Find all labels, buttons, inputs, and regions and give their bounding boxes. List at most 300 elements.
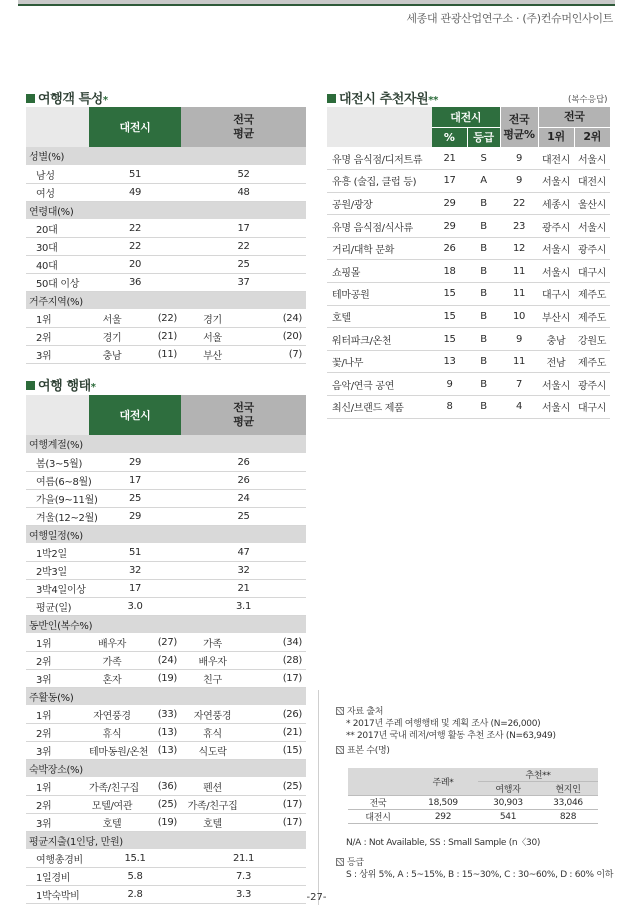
daejeon-pct: (36) <box>135 777 181 795</box>
rank-label: 3위 <box>26 741 89 759</box>
national-avg-pct: 23 <box>500 215 538 238</box>
recommend-body <box>327 147 610 418</box>
behavior-table <box>26 395 306 904</box>
rank-label: 1위 <box>26 777 89 795</box>
national-pct: (28) <box>244 651 306 669</box>
sample-local: 33,046 <box>538 796 598 810</box>
national-avg-pct: 9 <box>500 170 538 193</box>
sample-header-1 <box>348 768 598 782</box>
table-row <box>26 561 306 579</box>
national-item: 휴식 <box>181 723 244 741</box>
profile-table <box>26 107 306 364</box>
national-value: 3.3 <box>181 885 306 903</box>
source-heading <box>336 706 556 718</box>
daejeon-grade: S <box>467 147 500 170</box>
category-label: 여행일정(%) <box>26 525 306 543</box>
row-label: 여성 <box>26 183 89 201</box>
national-value: 24 <box>181 489 306 507</box>
profile-title-text: 여행객 특성 <box>38 92 103 107</box>
source-block <box>336 706 556 757</box>
row-label: 봄(3~5월) <box>26 453 89 471</box>
national-value: 17 <box>181 219 306 237</box>
hatch-icon <box>336 746 344 754</box>
col-national-2: 평균 <box>233 415 254 428</box>
national-rank-1: 광주시 <box>538 215 574 238</box>
national-rank-1: 서울시 <box>538 373 574 396</box>
col-daejeon: 대전시 <box>89 395 181 435</box>
daejeon-grade: B <box>467 328 500 351</box>
row-label: 1박2일 <box>26 543 89 561</box>
grade-heading <box>336 857 613 869</box>
national-value: 21 <box>181 579 306 597</box>
national-rank-1: 서울시 <box>538 260 574 283</box>
table-row <box>26 669 306 687</box>
national-item: 부산 <box>181 345 244 363</box>
row-label: 30대 <box>26 237 89 255</box>
behavior-title-text: 여행 행태 <box>38 379 91 394</box>
col-rank-1: 1위 <box>538 127 574 147</box>
daejeon-pct: 17 <box>432 170 467 193</box>
square-bullet-icon <box>26 381 35 390</box>
sample-traveler: 541 <box>478 810 538 824</box>
national-item: 호텔 <box>181 813 244 831</box>
resource-label: 호텔 <box>327 305 432 328</box>
header-blank <box>26 107 89 147</box>
table-row <box>26 345 306 363</box>
daejeon-value: 3.0 <box>89 597 181 615</box>
row-label: 남성 <box>26 165 89 183</box>
daejeon-grade: B <box>467 260 500 283</box>
daejeon-item: 혼자 <box>89 669 135 687</box>
row-label: 50대 이상 <box>26 273 89 291</box>
sample-local: 828 <box>538 810 598 824</box>
category-row <box>26 687 306 705</box>
category-label: 여행계절(%) <box>26 435 306 453</box>
national-item: 서울 <box>181 327 244 345</box>
daejeon-item: 테마동원/온천 <box>89 741 135 759</box>
grade-text: S : 상위 5%, A : 5~15%, B : 15~30%, C : 30~60%, D : 60% 이하 <box>346 870 614 880</box>
table-row <box>327 192 610 215</box>
daejeon-pct: (13) <box>135 741 181 759</box>
national-rank-2: 제주도 <box>574 283 610 306</box>
national-rank-2: 대전시 <box>574 170 610 193</box>
source-1: * 2017년 주례 여행행태 및 계획 조사 (N=26,000) <box>346 719 541 729</box>
category-label: 연령대(%) <box>26 201 306 219</box>
table-row <box>327 170 610 193</box>
daejeon-item: 모텔/여관 <box>89 795 135 813</box>
category-row <box>26 525 306 543</box>
national-item: 자연풍경 <box>181 705 244 723</box>
national-value: 47 <box>181 543 306 561</box>
row-label: 40대 <box>26 255 89 273</box>
national-value: 52 <box>181 165 306 183</box>
daejeon-item: 서울 <box>89 309 135 327</box>
national-avg-pct: 7 <box>500 373 538 396</box>
daejeon-grade: B <box>467 396 500 419</box>
daejeon-value: 29 <box>89 453 181 471</box>
national-rank-1: 서울시 <box>538 237 574 260</box>
daejeon-pct: 13 <box>432 350 467 373</box>
category-label: 성별(%) <box>26 147 306 165</box>
sample-col-traveler: 여행자 <box>478 782 538 796</box>
resource-label: 유명 음식점/식사류 <box>327 215 432 238</box>
behavior-body <box>26 435 306 903</box>
national-rank-1: 세종시 <box>538 192 574 215</box>
top-rule <box>18 0 615 4</box>
rank-label: 1위 <box>26 705 89 723</box>
category-row <box>26 759 306 777</box>
national-item: 경기 <box>181 309 244 327</box>
table-row <box>26 795 306 813</box>
national-pct: (17) <box>244 669 306 687</box>
national-rank-2: 제주도 <box>574 305 610 328</box>
row-label: 1박숙박비 <box>26 885 89 903</box>
daejeon-value: 2.8 <box>89 885 181 903</box>
recommend-title-text: 대전시 추천자원 <box>339 92 429 107</box>
national-value: 25 <box>181 255 306 273</box>
table-row <box>327 305 610 328</box>
grade-block <box>336 857 613 881</box>
national-rank-1: 대구시 <box>538 283 574 306</box>
profile-title <box>26 88 108 107</box>
daejeon-value: 49 <box>89 183 181 201</box>
resource-label: 유흥 (술집, 클럽 등) <box>327 170 432 193</box>
table-row <box>26 705 306 723</box>
national-avg-pct: 11 <box>500 350 538 373</box>
header-blank <box>327 107 432 147</box>
national-value: 21.1 <box>181 849 306 867</box>
row-label: 겨울(12~2월) <box>26 507 89 525</box>
notes-divider <box>318 690 319 905</box>
col-national-1: 전국 <box>233 401 254 414</box>
table-row <box>26 849 306 867</box>
row-label: 20대 <box>26 219 89 237</box>
daejeon-grade: B <box>467 192 500 215</box>
daejeon-value: 17 <box>89 471 181 489</box>
daejeon-value: 22 <box>89 219 181 237</box>
national-rank-2: 광주시 <box>574 373 610 396</box>
recommend-header-row-1 <box>327 107 610 127</box>
grade-title: 등급 <box>347 858 364 868</box>
daejeon-pct: (33) <box>135 705 181 723</box>
national-rank-2: 서울시 <box>574 147 610 170</box>
daejeon-pct: (24) <box>135 651 181 669</box>
table-row <box>26 273 306 291</box>
table-row <box>327 396 610 419</box>
table-row <box>26 651 306 669</box>
national-rank-1: 서울시 <box>538 396 574 419</box>
resource-label: 유명 음식점/디저트류 <box>327 147 432 170</box>
national-avg-pct: 22 <box>500 192 538 215</box>
profile-body <box>26 147 306 363</box>
table-row <box>26 579 306 597</box>
table-row <box>26 471 306 489</box>
sample-traveler: 30,903 <box>478 796 538 810</box>
hatch-icon <box>336 858 344 866</box>
national-rank-1: 부산시 <box>538 305 574 328</box>
daejeon-item: 가족 <box>89 651 135 669</box>
national-rank-1: 대전시 <box>538 147 574 170</box>
rank-label: 3위 <box>26 813 89 831</box>
sample-weekly: 18,509 <box>408 796 478 810</box>
national-pct: (15) <box>244 741 306 759</box>
col-nat-avg-2: 평균% <box>503 127 535 141</box>
national-item: 배우자 <box>181 651 244 669</box>
resource-label: 거리/대학 문화 <box>327 237 432 260</box>
sample-col-weekly: 주례* <box>408 768 478 796</box>
national-value: 7.3 <box>181 867 306 885</box>
daejeon-value: 15.1 <box>89 849 181 867</box>
table-row <box>26 813 306 831</box>
row-label: 2박3일 <box>26 561 89 579</box>
table-row <box>327 147 610 170</box>
sample-region: 전국 <box>348 796 408 810</box>
category-label: 주활동(%) <box>26 687 306 705</box>
daejeon-value: 17 <box>89 579 181 597</box>
daejeon-value: 5.8 <box>89 867 181 885</box>
behavior-title-mark: * <box>90 382 96 393</box>
table-row <box>327 350 610 373</box>
col-national-avg <box>181 107 306 147</box>
daejeon-grade: B <box>467 215 500 238</box>
sample-heading <box>336 745 556 757</box>
daejeon-pct: 26 <box>432 237 467 260</box>
header-text: 세종대 관광산업연구소 · (주)컨슈머인사이트 <box>406 12 613 25</box>
category-row <box>26 615 306 633</box>
daejeon-value: 51 <box>89 165 181 183</box>
sample-weekly: 292 <box>408 810 478 824</box>
profile-title-mark: * <box>102 95 108 106</box>
national-item: 펜션 <box>181 777 244 795</box>
resource-label: 테마공원 <box>327 283 432 306</box>
col-daejeon: 대전시 <box>432 107 500 127</box>
national-pct: (25) <box>244 777 306 795</box>
table-row <box>26 453 306 471</box>
national-value: 48 <box>181 183 306 201</box>
daejeon-grade: B <box>467 305 500 328</box>
national-pct: (24) <box>244 309 306 327</box>
daejeon-item: 휴식 <box>89 723 135 741</box>
national-value: 22 <box>181 237 306 255</box>
row-label: 3박4일이상 <box>26 579 89 597</box>
rank-label: 1위 <box>26 309 89 327</box>
col-national-avg <box>181 395 306 435</box>
national-rank-2: 대구시 <box>574 260 610 283</box>
national-pct: (34) <box>244 633 306 651</box>
table-row <box>26 597 306 615</box>
rank-label: 2위 <box>26 651 89 669</box>
source-2: ** 2017년 국내 레저/여행 활동 추천 조사 (N=63,949) <box>346 731 556 741</box>
category-label: 거주지역(%) <box>26 291 306 309</box>
daejeon-pct: 21 <box>432 147 467 170</box>
category-row <box>26 291 306 309</box>
resource-label: 공원/광장 <box>327 192 432 215</box>
sample-header-blank <box>348 768 408 796</box>
daejeon-grade: A <box>467 170 500 193</box>
daejeon-grade: B <box>467 283 500 306</box>
table-row <box>327 283 610 306</box>
table-row <box>26 183 306 201</box>
national-item: 가족 <box>181 633 244 651</box>
table-row <box>327 260 610 283</box>
daejeon-value: 36 <box>89 273 181 291</box>
national-pct: (7) <box>244 345 306 363</box>
category-row <box>26 831 306 849</box>
sample-row <box>348 810 598 824</box>
national-pct: (21) <box>244 723 306 741</box>
row-label: 가을(9~11월) <box>26 489 89 507</box>
table-row <box>26 327 306 345</box>
national-rank-2: 울산시 <box>574 192 610 215</box>
daejeon-item: 배우자 <box>89 633 135 651</box>
sample-col-recommend: 추천** <box>478 768 598 782</box>
rank-label: 2위 <box>26 327 89 345</box>
table-row <box>327 328 610 351</box>
daejeon-pct: (25) <box>135 795 181 813</box>
recommend-table <box>327 107 610 419</box>
national-value: 25 <box>181 507 306 525</box>
category-row <box>26 435 306 453</box>
table-row <box>327 237 610 260</box>
national-rank-2: 광주시 <box>574 237 610 260</box>
table-row <box>26 723 306 741</box>
table-row <box>26 543 306 561</box>
category-label: 평균지출(1인당, 만원) <box>26 831 306 849</box>
col-national-avg-pct <box>500 107 538 147</box>
national-avg-pct: 10 <box>500 305 538 328</box>
national-value: 26 <box>181 453 306 471</box>
national-rank-2: 서울시 <box>574 215 610 238</box>
national-pct: (17) <box>244 813 306 831</box>
national-item: 친구 <box>181 669 244 687</box>
national-item: 식도락 <box>181 741 244 759</box>
daejeon-pct: (13) <box>135 723 181 741</box>
rank-label: 3위 <box>26 345 89 363</box>
national-pct: (26) <box>244 705 306 723</box>
resource-label: 쇼핑몰 <box>327 260 432 283</box>
category-row <box>26 201 306 219</box>
resource-label: 꽃/나무 <box>327 350 432 373</box>
daejeon-pct: (27) <box>135 633 181 651</box>
daejeon-pct: 8 <box>432 396 467 419</box>
table-row <box>26 237 306 255</box>
behavior-header-row <box>26 395 306 435</box>
rank-label: 2위 <box>26 795 89 813</box>
profile-header-row <box>26 107 306 147</box>
national-rank-2: 제주도 <box>574 350 610 373</box>
national-item: 가족/친구집 <box>181 795 244 813</box>
national-value: 32 <box>181 561 306 579</box>
daejeon-grade: B <box>467 237 500 260</box>
col-national-2: 평균 <box>233 127 254 140</box>
category-label: 숙박장소(%) <box>26 759 306 777</box>
national-pct: (17) <box>244 795 306 813</box>
daejeon-pct: 9 <box>432 373 467 396</box>
daejeon-pct: (22) <box>135 309 181 327</box>
daejeon-item: 경기 <box>89 327 135 345</box>
national-rank-1: 서울시 <box>538 170 574 193</box>
table-row <box>327 373 610 396</box>
col-grade: 등급 <box>467 127 500 147</box>
multi-response-note: (복수응답) <box>568 95 608 105</box>
table-row <box>26 489 306 507</box>
source-title: 자료 출처 <box>347 707 384 717</box>
national-rank-2: 강원도 <box>574 328 610 351</box>
daejeon-item: 자연풍경 <box>89 705 135 723</box>
sample-col-local: 현지인 <box>538 782 598 796</box>
table-row <box>26 309 306 327</box>
daejeon-pct: (19) <box>135 669 181 687</box>
national-rank-2: 대구시 <box>574 396 610 419</box>
resource-label: 최신/브랜드 제품 <box>327 396 432 419</box>
national-avg-pct: 11 <box>500 260 538 283</box>
table-row <box>26 777 306 795</box>
rank-label: 2위 <box>26 723 89 741</box>
daejeon-item: 충남 <box>89 345 135 363</box>
hatch-icon <box>336 707 344 715</box>
national-avg-pct: 12 <box>500 237 538 260</box>
national-avg-pct: 4 <box>500 396 538 419</box>
rank-label: 3위 <box>26 669 89 687</box>
page-number: -27- <box>306 892 327 903</box>
daejeon-pct: (11) <box>135 345 181 363</box>
row-label: 1일경비 <box>26 867 89 885</box>
daejeon-value: 25 <box>89 489 181 507</box>
national-rank-1: 충남 <box>538 328 574 351</box>
daejeon-pct: 18 <box>432 260 467 283</box>
daejeon-grade: B <box>467 373 500 396</box>
daejeon-pct: (21) <box>135 327 181 345</box>
category-label: 동반인(복수%) <box>26 615 306 633</box>
row-label: 여행총경비 <box>26 849 89 867</box>
daejeon-value: 51 <box>89 543 181 561</box>
table-row <box>26 507 306 525</box>
rank-label: 1위 <box>26 633 89 651</box>
recommend-title-mark: ** <box>428 95 438 106</box>
table-row <box>26 633 306 651</box>
col-pct: % <box>432 127 467 147</box>
sample-region: 대전시 <box>348 810 408 824</box>
daejeon-pct: (19) <box>135 813 181 831</box>
daejeon-item: 가족/친구집 <box>89 777 135 795</box>
na-note: N/A : Not Available, SS : Small Sample (n〈30) <box>346 838 541 848</box>
sample-row <box>348 796 598 810</box>
row-label: 평균(일) <box>26 597 89 615</box>
national-rank-1: 전남 <box>538 350 574 373</box>
table-row <box>26 867 306 885</box>
col-rank-2: 2위 <box>574 127 610 147</box>
resource-label: 음악/연극 공연 <box>327 373 432 396</box>
behavior-title <box>26 375 96 394</box>
table-row <box>327 215 610 238</box>
table-row <box>26 219 306 237</box>
daejeon-pct: 29 <box>432 192 467 215</box>
daejeon-value: 20 <box>89 255 181 273</box>
square-bullet-icon <box>327 94 336 103</box>
daejeon-item: 호텔 <box>89 813 135 831</box>
category-row <box>26 147 306 165</box>
national-avg-pct: 9 <box>500 147 538 170</box>
header-blank <box>26 395 89 435</box>
row-label: 여름(6~8월) <box>26 471 89 489</box>
table-row <box>26 165 306 183</box>
daejeon-value: 29 <box>89 507 181 525</box>
daejeon-value: 32 <box>89 561 181 579</box>
daejeon-pct: 15 <box>432 283 467 306</box>
col-national: 전국 <box>538 107 610 127</box>
table-row <box>26 255 306 273</box>
national-value: 26 <box>181 471 306 489</box>
